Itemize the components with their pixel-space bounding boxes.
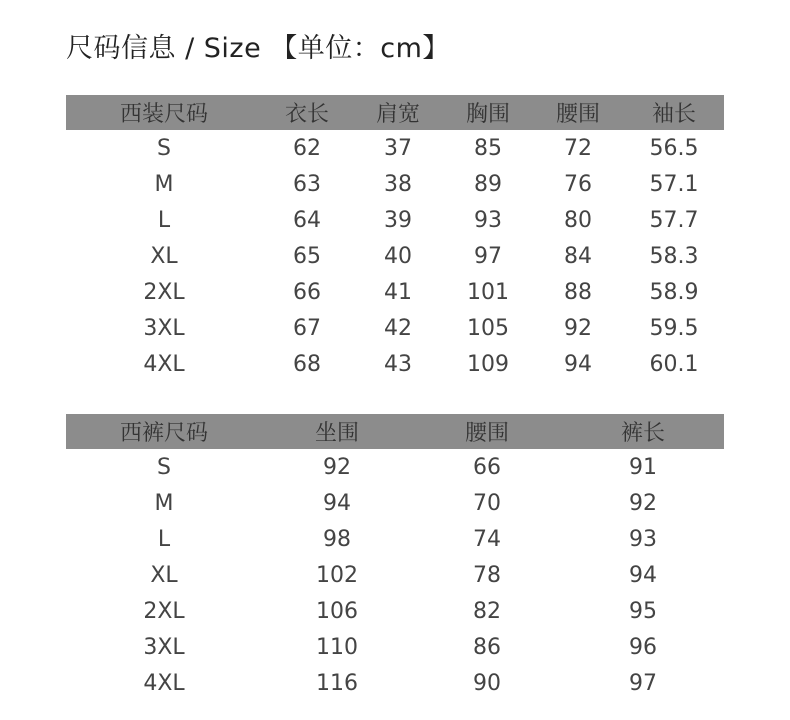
jacket-table-cell: 58.9 — [649, 279, 699, 305]
jacket-table-cell: 62 — [293, 135, 321, 161]
jacket-header-row — [66, 95, 724, 130]
jacket-table-cell: 93 — [474, 207, 502, 233]
jacket-table-row — [66, 274, 724, 310]
jacket-table-cell: 38 — [384, 171, 412, 197]
jacket-table-row — [66, 130, 724, 166]
pants-table-header — [66, 414, 724, 449]
pants-table-cell: M — [154, 490, 174, 516]
jacket-table-cell: 3XL — [143, 315, 185, 341]
pants-header-cell: 西裤尺码 — [66, 414, 262, 449]
jacket-table-cell: 94 — [564, 351, 592, 377]
pants-table-row — [66, 485, 724, 521]
pants-table-cell: 82 — [473, 598, 501, 624]
jacket-table-cell: 80 — [564, 207, 592, 233]
jacket-table-cell: 68 — [293, 351, 321, 377]
jacket-table-cell: 2XL — [143, 279, 185, 305]
jacket-table-cell: M — [154, 171, 174, 197]
pants-table-cell: 78 — [473, 562, 501, 588]
jacket-header-cell: 胸围 — [444, 95, 532, 130]
pants-table-cell: 93 — [629, 526, 657, 552]
jacket-header-cell: 肩宽 — [352, 95, 444, 130]
jacket-table-cell: 63 — [293, 171, 321, 197]
pants-table-cell: 116 — [316, 670, 358, 696]
jacket-table-cell: 72 — [564, 135, 592, 161]
jacket-table-cell: 42 — [384, 315, 412, 341]
jacket-table-cell: 89 — [474, 171, 502, 197]
pants-header-row — [66, 414, 724, 449]
pants-table-cell: XL — [150, 562, 178, 588]
pants-table-cell: 97 — [629, 670, 657, 696]
jacket-table-cell: 43 — [384, 351, 412, 377]
jacket-table-header — [66, 95, 724, 130]
jacket-table-cell: S — [157, 135, 171, 161]
pants-table-cell: 96 — [629, 634, 657, 660]
pants-table-cell: 3XL — [143, 634, 185, 660]
pants-table-cell: 74 — [473, 526, 501, 552]
jacket-table-cell: 101 — [467, 279, 509, 305]
jacket-table-cell: 56.5 — [649, 135, 699, 161]
pants-table-cell: L — [157, 526, 171, 552]
jacket-size-table — [66, 95, 724, 382]
jacket-table-cell: 76 — [564, 171, 592, 197]
jacket-table-body — [66, 130, 724, 382]
jacket-table-cell: 92 — [564, 315, 592, 341]
jacket-table-cell: 57.7 — [649, 207, 699, 233]
pants-table-cell: 4XL — [143, 670, 185, 696]
jacket-table-cell: XL — [150, 243, 178, 269]
pants-table-row — [66, 449, 724, 485]
pants-table-cell: 106 — [316, 598, 358, 624]
jacket-header-cell: 西装尺码 — [66, 95, 262, 130]
jacket-table-cell: 66 — [293, 279, 321, 305]
pants-table-row — [66, 557, 724, 593]
pants-table-row — [66, 521, 724, 557]
jacket-table-cell: 65 — [293, 243, 321, 269]
jacket-table-cell: 41 — [384, 279, 412, 305]
jacket-table-cell: L — [157, 207, 171, 233]
pants-header-cell: 腰围 — [412, 414, 562, 449]
pants-table-cell: 2XL — [143, 598, 185, 624]
jacket-table-cell: 84 — [564, 243, 592, 269]
pants-table-cell: 92 — [629, 490, 657, 516]
pants-table-cell: 92 — [323, 454, 351, 480]
jacket-table-row — [66, 166, 724, 202]
pants-table-row — [66, 629, 724, 665]
jacket-table-row — [66, 346, 724, 382]
pants-table-cell: 110 — [316, 634, 358, 660]
jacket-table-cell: 58.3 — [649, 243, 699, 269]
pants-size-table — [66, 414, 724, 701]
pants-table-cell: 90 — [473, 670, 501, 696]
jacket-table-cell: 4XL — [143, 351, 185, 377]
jacket-table-cell: 105 — [467, 315, 509, 341]
pants-table-body — [66, 449, 724, 701]
pants-header-cell: 坐围 — [262, 414, 412, 449]
jacket-table-cell: 37 — [384, 135, 412, 161]
pants-table-cell: 66 — [473, 454, 501, 480]
jacket-table-cell: 39 — [384, 207, 412, 233]
pants-table-cell: 98 — [323, 526, 351, 552]
jacket-table-row — [66, 202, 724, 238]
jacket-table-cell: 88 — [564, 279, 592, 305]
jacket-table-cell: 57.1 — [649, 171, 699, 197]
pants-table-cell: S — [157, 454, 171, 480]
jacket-table-cell: 64 — [293, 207, 321, 233]
jacket-table-cell: 97 — [474, 243, 502, 269]
pants-table-row — [66, 593, 724, 629]
jacket-table-cell: 40 — [384, 243, 412, 269]
pants-table-cell: 91 — [629, 454, 657, 480]
pants-table-cell: 102 — [316, 562, 358, 588]
jacket-table-row — [66, 310, 724, 346]
pants-table-row — [66, 665, 724, 701]
jacket-table-cell: 67 — [293, 315, 321, 341]
pants-table-cell: 70 — [473, 490, 501, 516]
jacket-table-cell: 85 — [474, 135, 502, 161]
page-title: 尺码信息 / Size 【单位：cm】 — [66, 33, 450, 64]
pants-table-cell: 94 — [629, 562, 657, 588]
jacket-header-cell: 袖长 — [624, 95, 724, 130]
jacket-table-cell: 109 — [467, 351, 509, 377]
jacket-table-cell: 59.5 — [649, 315, 699, 341]
pants-header-cell: 裤长 — [562, 414, 724, 449]
pants-table-cell: 95 — [629, 598, 657, 624]
pants-table-cell: 86 — [473, 634, 501, 660]
jacket-header-cell: 腰围 — [532, 95, 624, 130]
jacket-header-cell: 衣长 — [262, 95, 352, 130]
pants-table-cell: 94 — [323, 490, 351, 516]
jacket-table-row — [66, 238, 724, 274]
jacket-table-cell: 60.1 — [649, 351, 699, 377]
